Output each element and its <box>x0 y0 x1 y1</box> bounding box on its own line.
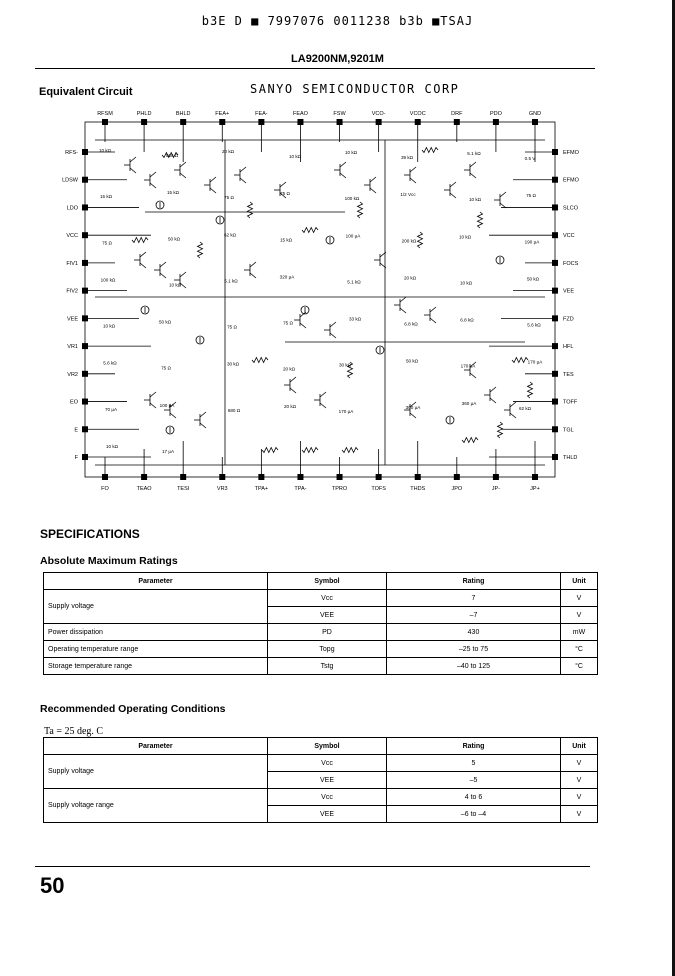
transistor-symbol <box>324 322 336 338</box>
top-pin-label: BHLD <box>175 111 191 117</box>
component-value-label: 30 kΩ <box>226 361 240 367</box>
component-value-label: 10 kΩ <box>105 444 119 449</box>
right-pin-label: TES <box>563 371 574 378</box>
component-value-label: 6.8 kΩ <box>404 321 418 327</box>
left-pin-label: VCC <box>66 233 78 240</box>
transistor-symbol <box>314 392 326 408</box>
component-value-label: 20 kΩ <box>282 366 296 372</box>
top-pin-marker <box>376 119 382 125</box>
bottom-pin-marker <box>297 474 303 480</box>
bottom-pin-label: TPA+ <box>254 486 269 492</box>
transistor-symbol <box>464 162 476 178</box>
param-cell: Power dissipation <box>44 624 268 641</box>
param-cell: Supply voltage <box>44 755 268 789</box>
transistor-symbol <box>364 177 376 193</box>
left-pin-label: RFS- <box>65 150 78 156</box>
current-source-symbol <box>156 201 164 209</box>
symbol-cell: Topg <box>268 641 387 658</box>
left-pin-marker <box>82 260 88 266</box>
component-value-label: 10 kΩ <box>458 234 472 240</box>
transistor-symbol <box>394 297 406 313</box>
top-pin-marker <box>493 119 499 125</box>
right-pin-marker <box>552 177 558 183</box>
rating-cell: 5 <box>387 755 561 772</box>
right-pin-label: FZD <box>563 316 574 323</box>
transistor-symbol <box>174 162 186 178</box>
specifications-heading: SPECIFICATIONS <box>40 527 140 541</box>
component-value-label: 75 Ω <box>283 320 293 326</box>
page-number: 50 <box>40 873 65 898</box>
transistor-symbol <box>244 262 256 278</box>
header-parameter: Parameter <box>44 738 268 755</box>
component-value-label: 17 μA <box>161 449 175 454</box>
header-rating: Rating <box>387 573 561 590</box>
component-value-label: 190 μA <box>524 239 540 245</box>
bottom-pin-label: TESI <box>177 486 190 492</box>
resistor-symbol <box>498 422 503 438</box>
right-pin-marker <box>552 232 558 238</box>
top-pin-label: PDO <box>489 111 502 117</box>
company-name: SANYO SEMICONDUCTOR CORP <box>250 82 460 96</box>
abs-max-title: Absolute Maximum Ratings <box>40 555 178 567</box>
top-pin-marker <box>102 119 108 125</box>
resistor-symbol <box>358 202 363 218</box>
transistor-symbol <box>144 172 156 188</box>
left-pin-marker <box>82 371 88 377</box>
symbol-cell: PD <box>268 624 387 641</box>
component-value-label: 50 kΩ <box>167 236 181 242</box>
bottom-pin-marker <box>454 474 460 480</box>
left-pin-marker <box>82 149 88 155</box>
component-value-label: 50 kΩ <box>526 276 540 282</box>
symbol-cell: Vcc <box>268 590 387 607</box>
left-pin-marker <box>82 426 88 432</box>
right-pin-marker <box>552 454 558 460</box>
symbol-cell: VEE <box>268 806 387 823</box>
right-pin-marker <box>552 315 558 321</box>
right-pin-marker <box>552 288 558 294</box>
bottom-pin-marker <box>337 474 343 480</box>
component-value-label: 100 kΩ <box>100 277 116 283</box>
header-unit: Unit <box>561 738 598 755</box>
component-value-label: 10 kΩ <box>288 154 302 159</box>
top-pin-label: FSW <box>333 111 346 117</box>
symbol-cell: VEE <box>268 772 387 789</box>
rating-cell: –7 <box>387 607 561 624</box>
table-header-row <box>44 573 598 590</box>
left-pin-label: VR1 <box>67 344 78 351</box>
component-value-label: 200 kΩ <box>401 238 417 244</box>
param-cell: Storage temperature range <box>44 658 268 675</box>
resistor-symbol <box>418 232 423 248</box>
right-pin-label: TOFF <box>563 399 578 406</box>
right-pin-marker <box>552 260 558 266</box>
transistor-symbol <box>294 312 306 328</box>
top-pin-marker <box>141 119 147 125</box>
top-pin-label: FEA+ <box>215 111 230 117</box>
component-value-label: 50 kΩ <box>158 319 172 325</box>
transistor-symbol <box>424 307 436 323</box>
bottom-pin-marker <box>376 474 382 480</box>
component-value-label: 62 kΩ <box>518 405 532 411</box>
current-source-symbol <box>326 236 334 244</box>
transistor-symbol <box>204 177 216 193</box>
rating-cell: –6 to –4 <box>387 806 561 823</box>
bottom-pin-marker <box>180 474 186 480</box>
scan-header: b3E D ■ 7997076 0011238 b3b ■TSAJ <box>201 14 474 28</box>
resistor-symbol <box>198 242 203 258</box>
current-source-symbol <box>446 416 454 424</box>
rating-cell: –5 <box>387 772 561 789</box>
component-value-label: 560 Ω <box>165 153 179 158</box>
resistor-symbol <box>528 382 533 398</box>
table-row <box>44 641 598 658</box>
component-value-label: 15 kΩ <box>99 194 113 200</box>
component-value-label: 75 Ω <box>526 193 536 199</box>
table-row <box>44 755 598 772</box>
left-pin-marker <box>82 288 88 294</box>
current-source-symbol <box>196 336 204 344</box>
component-value-label: 100 μA <box>345 233 361 239</box>
rating-cell: –25 to 75 <box>387 641 561 658</box>
equivalent-circuit-diagram <box>50 110 610 505</box>
component-value-label: 75 Ω <box>161 365 171 371</box>
component-value-label: 70 μA <box>104 406 118 412</box>
unit-cell: V <box>561 607 598 624</box>
left-pin-label: F <box>74 455 78 461</box>
right-pin-label: FOCS <box>563 260 579 267</box>
bottom-pin-label: TPA- <box>294 486 307 492</box>
component-value-label: 75 Ω <box>102 240 112 246</box>
top-pin-marker <box>532 119 538 125</box>
bottom-pin-marker <box>258 474 264 480</box>
left-pin-marker <box>82 399 88 405</box>
recommended-title: Recommended Operating Conditions <box>40 703 226 715</box>
component-value-label: 300 μA <box>405 404 421 410</box>
component-value-label: 360 μA <box>461 400 477 406</box>
component-value-label: 5.1 kΩ <box>224 278 238 284</box>
left-pin-marker <box>82 204 88 210</box>
left-pin-label: LDO <box>66 205 78 212</box>
param-cell: Supply voltage range <box>44 789 268 823</box>
resistor-symbol <box>462 438 478 443</box>
component-value-label: 50 kΩ <box>405 358 419 364</box>
resistor-symbol <box>132 238 148 243</box>
current-source-symbol <box>141 306 149 314</box>
left-pin-marker <box>82 232 88 238</box>
top-pin-marker <box>297 119 303 125</box>
component-value-label: 5.1 kΩ <box>347 279 361 285</box>
resistor-symbol <box>512 358 528 363</box>
header-rule <box>35 68 595 69</box>
bottom-pin-label: TOFS <box>371 486 386 492</box>
bottom-pin-label: TPRO <box>331 486 348 492</box>
bottom-pin-marker <box>493 474 499 480</box>
transistor-symbol <box>234 167 246 183</box>
resistor-symbol <box>252 358 268 363</box>
top-pin-marker <box>258 119 264 125</box>
bottom-pin-label: VR3 <box>216 486 228 492</box>
left-pin-marker <box>82 454 88 460</box>
table-row <box>44 789 598 806</box>
component-value-label: 170 μA <box>460 363 476 369</box>
bottom-pin-marker <box>141 474 147 480</box>
component-value-label: 20 kΩ <box>221 149 235 154</box>
left-pin-marker <box>82 343 88 349</box>
rating-cell: 4 to 6 <box>387 789 561 806</box>
left-pin-marker <box>82 315 88 321</box>
component-value-label: 10 kΩ <box>168 282 182 288</box>
transistor-symbol <box>444 182 456 198</box>
header-parameter: Parameter <box>44 573 268 590</box>
bottom-pin-marker <box>219 474 225 480</box>
unit-cell: V <box>561 789 598 806</box>
symbol-cell: Vcc <box>268 789 387 806</box>
right-pin-label: HFL <box>563 344 574 351</box>
transistor-symbol <box>144 392 156 408</box>
bottom-pin-label: JP- <box>491 486 501 492</box>
component-value-label: 6.8 kΩ <box>460 317 474 323</box>
unit-cell: V <box>561 590 598 607</box>
top-pin-label: GND <box>528 111 542 117</box>
left-pin-label: FIV2 <box>66 288 78 295</box>
top-pin-label: VCO- <box>371 111 386 117</box>
equivalent-circuit-title: Equivalent Circuit <box>39 86 133 98</box>
component-value-label: 1/2 Vcc <box>400 192 416 198</box>
symbol-cell: Tstg <box>268 658 387 675</box>
transistor-symbol <box>334 162 346 178</box>
transistor-symbol <box>374 252 386 268</box>
header-symbol: Symbol <box>268 573 387 590</box>
left-pin-label: E <box>74 427 78 434</box>
component-value-label: 10 kΩ <box>459 280 473 286</box>
top-pin-label: FEA- <box>255 111 268 117</box>
right-pin-label: VCC <box>563 233 575 240</box>
top-pin-marker <box>180 119 186 125</box>
unit-cell: V <box>561 755 598 772</box>
transistor-symbol <box>124 157 136 173</box>
right-pin-label: EFMO <box>563 177 579 184</box>
component-value-label: 10 kΩ <box>344 150 358 155</box>
right-pin-marker <box>552 149 558 155</box>
symbol-cell: VEE <box>268 607 387 624</box>
resistor-symbol <box>478 212 483 228</box>
bottom-pin-label: JPO <box>451 486 463 492</box>
component-value-label: 170 μA <box>338 408 354 414</box>
component-value-label: 0.5 V <box>524 156 536 161</box>
right-pin-label: TGL <box>563 427 574 434</box>
right-pin-label: THLD <box>563 455 578 461</box>
component-value-label: 15 kΩ <box>166 190 180 196</box>
bottom-pin-label: FO <box>101 486 109 492</box>
recommended-table <box>43 737 598 823</box>
current-source-symbol <box>376 346 384 354</box>
component-value-label: 30 kΩ <box>338 362 352 368</box>
transistor-symbol <box>494 192 506 208</box>
component-value-label: 10 kΩ <box>98 148 112 153</box>
component-value-label: 10 kΩ <box>102 323 116 329</box>
left-pin-label: LDSW <box>62 177 78 184</box>
left-pin-label: VEE <box>66 316 78 323</box>
top-pin-marker <box>454 119 460 125</box>
transistor-symbol <box>194 412 206 428</box>
top-pin-label: DRF <box>451 111 463 117</box>
bottom-pin-marker <box>102 474 108 480</box>
table-header-row <box>44 738 598 755</box>
bottom-pin-label: TEAO <box>136 486 152 492</box>
component-value-label: 5.6 kΩ <box>527 322 541 328</box>
component-value-label: 15 kΩ <box>279 237 293 243</box>
unit-cell: mW <box>561 624 598 641</box>
top-pin-label: PHLD <box>136 111 152 117</box>
unit-cell: °C <box>561 641 598 658</box>
unit-cell: °C <box>561 658 598 675</box>
component-value-label: 75 Ω <box>224 195 234 201</box>
param-cell: Operating temperature range <box>44 641 268 658</box>
left-pin-label: FIV1 <box>66 260 78 267</box>
resistor-symbol <box>342 448 358 453</box>
component-value-label: 5.6 kΩ <box>103 360 117 366</box>
right-pin-marker <box>552 343 558 349</box>
table-row <box>44 658 598 675</box>
component-value-label: 39 kΩ <box>400 155 414 160</box>
abs-max-table <box>43 572 598 675</box>
component-value-label: 320 μA <box>279 274 295 280</box>
left-pin-label: EO <box>70 399 78 406</box>
component-value-label: 170 μA <box>527 359 543 365</box>
header-unit: Unit <box>561 573 598 590</box>
ic-boundary <box>85 122 555 477</box>
component-value-label: 100 μA <box>159 402 175 408</box>
transistor-symbol <box>504 402 516 418</box>
rating-cell: 430 <box>387 624 561 641</box>
right-pin-marker <box>552 371 558 377</box>
table-row <box>44 624 598 641</box>
top-pin-label: FEAO <box>292 111 308 117</box>
transistor-symbol <box>154 262 166 278</box>
right-pin-marker <box>552 204 558 210</box>
symbol-cell: Vcc <box>268 755 387 772</box>
component-value-label: 5.1 kΩ <box>467 151 481 156</box>
transistor-symbol <box>284 377 296 393</box>
component-value-label: 100 kΩ <box>344 196 360 202</box>
bottom-pin-label: JP+ <box>530 486 540 492</box>
top-pin-marker <box>415 119 421 125</box>
resistor-symbol <box>302 448 318 453</box>
transistor-symbol <box>484 387 496 403</box>
rating-cell: 7 <box>387 590 561 607</box>
recommended-condition: Ta = 25 deg. C <box>44 726 104 737</box>
top-pin-marker <box>219 119 225 125</box>
resistor-symbol <box>422 148 438 153</box>
current-source-symbol <box>301 306 309 314</box>
header-symbol: Symbol <box>268 738 387 755</box>
top-pin-label: VCOC <box>409 111 426 117</box>
table-row <box>44 590 598 607</box>
component-value-label: 10 kΩ <box>468 197 482 203</box>
component-value-label: 20 kΩ <box>403 275 417 281</box>
component-value-label: 62 kΩ <box>223 232 237 238</box>
unit-cell: V <box>561 772 598 789</box>
resistor-symbol <box>262 448 278 453</box>
right-pin-marker <box>552 399 558 405</box>
bottom-pin-marker <box>532 474 538 480</box>
component-value-label: 75 Ω <box>280 191 290 197</box>
left-pin-label: VR2 <box>67 371 78 378</box>
right-pin-marker <box>552 426 558 432</box>
current-source-symbol <box>166 426 174 434</box>
resistor-symbol <box>248 202 253 218</box>
unit-cell: V <box>561 806 598 823</box>
right-pin-label: VEE <box>563 288 575 295</box>
header-rating: Rating <box>387 738 561 755</box>
right-pin-label: SLCO <box>563 205 578 212</box>
transistor-symbol <box>404 167 416 183</box>
bottom-pin-label: THDS <box>410 486 426 492</box>
model-number: LA9200NM,9201M <box>291 53 384 65</box>
right-pin-label: EFMO <box>563 150 579 156</box>
top-pin-label: RFSM <box>97 111 113 117</box>
component-value-label: 680 Ω <box>227 407 241 413</box>
current-source-symbol <box>216 216 224 224</box>
bottom-pin-marker <box>415 474 421 480</box>
transistor-symbol <box>134 252 146 268</box>
param-cell: Supply voltage <box>44 590 268 624</box>
rating-cell: –40 to 125 <box>387 658 561 675</box>
component-value-label: 33 kΩ <box>348 316 362 322</box>
component-value-label: 75 Ω <box>227 324 237 330</box>
component-value-label: 20 kΩ <box>283 403 297 409</box>
current-source-symbol <box>496 256 504 264</box>
footer-rule <box>35 866 590 867</box>
resistor-symbol <box>302 228 318 233</box>
top-pin-marker <box>337 119 343 125</box>
left-pin-marker <box>82 177 88 183</box>
